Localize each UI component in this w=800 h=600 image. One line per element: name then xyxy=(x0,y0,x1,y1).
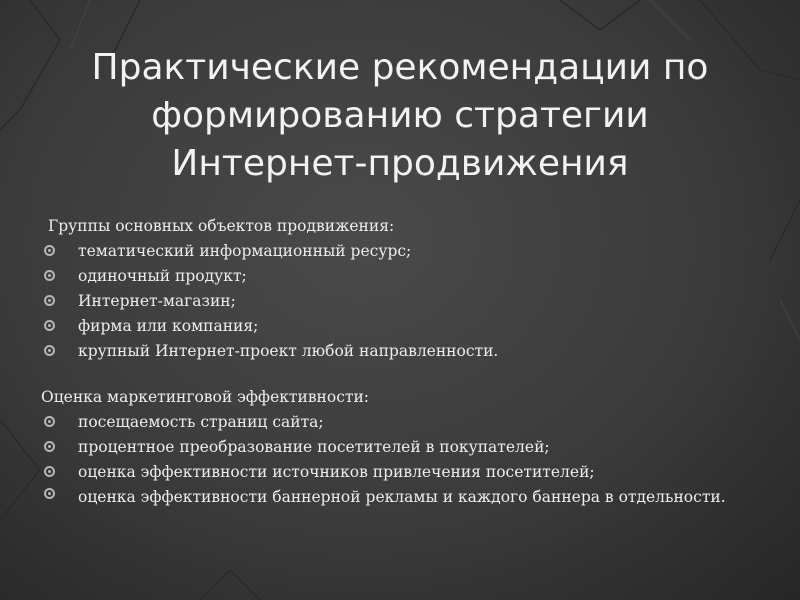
slide-title-line: Интернет-продвижения xyxy=(171,143,629,184)
list-item-text: оценка эффективности баннерной рекламы и каждого баннера в отдельности. xyxy=(78,488,726,506)
section-heading: Группы основных объектов продвижения: xyxy=(48,217,395,235)
circle-dot-icon xyxy=(44,245,55,256)
circle-dot-icon xyxy=(44,295,55,306)
list-item xyxy=(40,435,740,460)
list-item-text: оценка эффективности источников привлечения посетителей; xyxy=(78,463,595,481)
list-item xyxy=(40,264,740,289)
circle-dot-icon xyxy=(44,345,55,356)
list-item-text: процентное преобразование посетителей в покупателей; xyxy=(78,438,550,456)
bullet-list xyxy=(40,410,740,507)
slide-title-line: формированию стратегии xyxy=(151,95,649,136)
section-heading: Оценка маркетинговой эффективности: xyxy=(41,388,370,406)
list-item xyxy=(40,485,740,507)
list-item xyxy=(40,314,740,339)
list-item-text: фирма или компания; xyxy=(78,317,259,335)
list-item-text: одиночный продукт; xyxy=(78,267,247,285)
list-item xyxy=(40,289,740,314)
circle-dot-icon xyxy=(44,466,55,477)
circle-dot-icon xyxy=(44,441,55,452)
list-item-text: тематический информационный ресурс; xyxy=(78,242,412,260)
circle-dot-icon xyxy=(44,320,55,331)
circle-dot-icon xyxy=(44,488,55,499)
list-item xyxy=(40,460,740,485)
list-item-text: посещаемость страниц сайта; xyxy=(78,413,324,431)
list-item xyxy=(40,339,740,364)
circle-dot-icon xyxy=(44,270,55,281)
slide-title xyxy=(40,44,760,188)
list-item-text: крупный Интернет-проект любой направленности. xyxy=(78,342,499,360)
list-item xyxy=(40,410,740,435)
list-item xyxy=(40,239,740,264)
slide-body xyxy=(40,214,740,507)
circle-dot-icon xyxy=(44,416,55,427)
bullet-list xyxy=(40,239,740,364)
list-item-text: Интернет-магазин; xyxy=(78,292,236,310)
slide-title-line: Практические рекомендации по xyxy=(91,47,709,88)
